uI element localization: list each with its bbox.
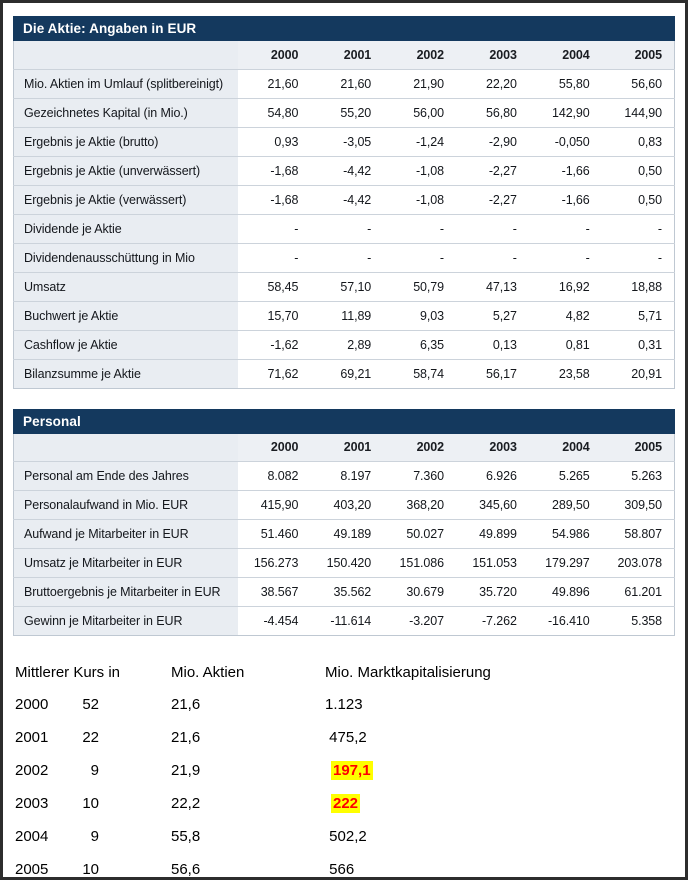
table-cell: 49.899 — [456, 520, 529, 549]
table-row — [14, 272, 675, 301]
row-label: Buchwert je Aktie — [14, 301, 238, 330]
table-cell: -1,66 — [529, 185, 602, 214]
marktkap-cell — [325, 696, 675, 713]
table-row — [14, 578, 675, 607]
table-row — [14, 127, 675, 156]
table-row — [14, 243, 675, 272]
row-label: Dividende je Aktie — [14, 214, 238, 243]
table-cell: 151.086 — [383, 549, 456, 578]
table-cell: 156.273 — [238, 549, 311, 578]
table-cell: 0,81 — [529, 330, 602, 359]
table-cell: -11.614 — [310, 607, 383, 636]
kurs-header-mio-aktien: Mio. Aktien — [171, 663, 245, 681]
table-cell: -1,66 — [529, 156, 602, 185]
table-cell: - — [310, 214, 383, 243]
year-header: 2004 — [529, 434, 602, 462]
row-label: Umsatz — [14, 272, 238, 301]
table-cell: 0,93 — [238, 127, 311, 156]
table-cell: 11,89 — [310, 301, 383, 330]
table-cell: -7.262 — [456, 607, 529, 636]
year-header-row — [14, 434, 675, 462]
table-cell: 58,45 — [238, 272, 311, 301]
table-cell: -1,68 — [238, 185, 311, 214]
table-cell: 21,60 — [238, 69, 311, 98]
table-cell: 23,58 — [529, 359, 602, 388]
marktkap-value: 566 — [325, 861, 355, 878]
table-cell: 4,82 — [529, 301, 602, 330]
row-label: Gezeichnetes Kapital (in Mio.) — [14, 98, 238, 127]
table-row — [14, 98, 675, 127]
table-cell: 50,79 — [383, 272, 456, 301]
table-cell: 5.358 — [602, 607, 675, 636]
table-cell: 49.189 — [310, 520, 383, 549]
table-cell: 15,70 — [238, 301, 311, 330]
table-cell: 56,17 — [456, 359, 529, 388]
table-cell: 58.807 — [602, 520, 675, 549]
kurs-rows — [15, 688, 675, 880]
table-cell: 49.896 — [529, 578, 602, 607]
kurs-section — [13, 656, 675, 880]
aktien-value: 21,6 — [171, 696, 201, 713]
data-table — [13, 434, 675, 637]
kurs-header-mittlerer-kurs: Mittlerer Kurs in — [15, 663, 121, 681]
table-cell: 35.562 — [310, 578, 383, 607]
table-cell: 150.420 — [310, 549, 383, 578]
marktkap-value: 1.123 — [325, 696, 363, 713]
kurs-row — [15, 754, 675, 787]
table-cell: -1,08 — [383, 185, 456, 214]
table-cell: - — [383, 214, 456, 243]
year-header: 2003 — [456, 41, 529, 69]
row-label: Mio. Aktien im Umlauf (splitbereinigt) — [14, 69, 238, 98]
kurs-year: 2003 — [15, 795, 49, 812]
table-row — [14, 462, 675, 491]
kurs-year: 2004 — [15, 828, 49, 845]
table-row — [14, 301, 675, 330]
table-cell: 38.567 — [238, 578, 311, 607]
table-cell: 8.082 — [238, 462, 311, 491]
table-cell: - — [529, 243, 602, 272]
table-cell: 0,31 — [602, 330, 675, 359]
table-cell: - — [456, 243, 529, 272]
aktien-value: 22,2 — [171, 795, 201, 812]
table-cell: 0,13 — [456, 330, 529, 359]
table-cell: 35.720 — [456, 578, 529, 607]
aktien-value: 21,6 — [171, 729, 201, 746]
table-row — [14, 359, 675, 388]
table-row — [14, 491, 675, 520]
marktkap-cell — [325, 729, 675, 746]
kurs-year: 2000 — [15, 696, 49, 713]
row-label: Aufwand je Mitarbeiter in EUR — [14, 520, 238, 549]
table-row — [14, 330, 675, 359]
marktkap-cell — [325, 795, 675, 812]
table-cell: -2,27 — [456, 185, 529, 214]
aktien-value: 55,8 — [171, 828, 201, 845]
year-header: 2000 — [238, 41, 311, 69]
table-cell: 415,90 — [238, 491, 311, 520]
year-header: 2001 — [310, 41, 383, 69]
marktkap-cell — [325, 762, 675, 779]
table-cell: 50.027 — [383, 520, 456, 549]
row-label: Dividendenausschüttung in Mio — [14, 243, 238, 272]
table-cell: 56,00 — [383, 98, 456, 127]
row-label: Umsatz je Mitarbeiter in EUR — [14, 549, 238, 578]
table-cell: 179.297 — [529, 549, 602, 578]
marktkap-value: 502,2 — [325, 828, 367, 845]
year-header: 2005 — [602, 41, 675, 69]
table-cell: 21,60 — [310, 69, 383, 98]
table-cell: - — [238, 214, 311, 243]
table-cell: 5,71 — [602, 301, 675, 330]
table-cell: 58,74 — [383, 359, 456, 388]
year-header-spacer — [14, 434, 238, 462]
kurs-header-row — [15, 656, 675, 688]
table-cell: 18,88 — [602, 272, 675, 301]
table-row — [14, 214, 675, 243]
table-cell: 30.679 — [383, 578, 456, 607]
table-cell: 21,90 — [383, 69, 456, 98]
table-cell: 71,62 — [238, 359, 311, 388]
aktien-value: 56,6 — [171, 861, 201, 878]
data-table — [13, 41, 675, 389]
table-cell: 0,83 — [602, 127, 675, 156]
aktien-value: 21,9 — [171, 762, 201, 779]
table-cell: -1,08 — [383, 156, 456, 185]
year-header: 2003 — [456, 434, 529, 462]
table-cell: 57,10 — [310, 272, 383, 301]
table-cell: 7.360 — [383, 462, 456, 491]
kurs-value: 10 — [82, 795, 99, 812]
year-header: 2005 — [602, 434, 675, 462]
table-cell: 54.986 — [529, 520, 602, 549]
marktkap-cell — [325, 861, 675, 878]
table-cell: 56,80 — [456, 98, 529, 127]
row-label: Bruttoergebnis je Mitarbeiter in EUR — [14, 578, 238, 607]
table-cell: 6,35 — [383, 330, 456, 359]
year-header: 2001 — [310, 434, 383, 462]
table-cell: -3,05 — [310, 127, 383, 156]
section-header: Personal — [13, 409, 675, 434]
table-cell: -4.454 — [238, 607, 311, 636]
table-cell: -4,42 — [310, 185, 383, 214]
table-cell: - — [238, 243, 311, 272]
year-header: 2002 — [383, 434, 456, 462]
table-cell: 56,60 — [602, 69, 675, 98]
table-cell: 61.201 — [602, 578, 675, 607]
table-cell: - — [383, 243, 456, 272]
table-row — [14, 69, 675, 98]
table-cell: 5,27 — [456, 301, 529, 330]
row-label: Personal am Ende des Jahres — [14, 462, 238, 491]
marktkap-cell — [325, 828, 675, 845]
table-cell: 47,13 — [456, 272, 529, 301]
table-cell: 151.053 — [456, 549, 529, 578]
kurs-year: 2002 — [15, 762, 49, 779]
table-row — [14, 156, 675, 185]
kurs-value: 52 — [82, 696, 99, 713]
kurs-row — [15, 688, 675, 721]
row-label: Bilanzsumme je Aktie — [14, 359, 238, 388]
table-cell: 22,20 — [456, 69, 529, 98]
year-header: 2004 — [529, 41, 602, 69]
table-cell: 203.078 — [602, 549, 675, 578]
table-cell: -2,90 — [456, 127, 529, 156]
marktkap-value: 475,2 — [325, 729, 367, 746]
year-header: 2002 — [383, 41, 456, 69]
table-cell: -2,27 — [456, 156, 529, 185]
kurs-row — [15, 721, 675, 754]
marktkap-value-highlighted: 222 — [333, 795, 359, 812]
table-cell: 69,21 — [310, 359, 383, 388]
row-label: Ergebnis je Aktie (verwässert) — [14, 185, 238, 214]
table-cell: 5.263 — [602, 462, 675, 491]
table-cell: -0,050 — [529, 127, 602, 156]
table-cell: 5.265 — [529, 462, 602, 491]
year-header-row — [14, 41, 675, 69]
table-row — [14, 185, 675, 214]
aktie-table-section — [13, 16, 675, 389]
row-label: Gewinn je Mitarbeiter in EUR — [14, 607, 238, 636]
row-label: Cashflow je Aktie — [14, 330, 238, 359]
table-row — [14, 549, 675, 578]
table-cell: 0,50 — [602, 185, 675, 214]
table-cell: -1,68 — [238, 156, 311, 185]
kurs-row — [15, 853, 675, 880]
table-cell: 54,80 — [238, 98, 311, 127]
table-cell: -4,42 — [310, 156, 383, 185]
table-cell: 6.926 — [456, 462, 529, 491]
row-label: Personalaufwand in Mio. EUR — [14, 491, 238, 520]
table-cell: 8.197 — [310, 462, 383, 491]
table-cell: 142,90 — [529, 98, 602, 127]
table-cell: 403,20 — [310, 491, 383, 520]
kurs-year: 2005 — [15, 861, 49, 878]
table-cell: -3.207 — [383, 607, 456, 636]
table-cell: 9,03 — [383, 301, 456, 330]
year-header-spacer — [14, 41, 238, 69]
table-cell: - — [602, 214, 675, 243]
table-cell: -1,24 — [383, 127, 456, 156]
table-cell: 368,20 — [383, 491, 456, 520]
year-header: 2000 — [238, 434, 311, 462]
table-cell: 20,91 — [602, 359, 675, 388]
table-cell: 309,50 — [602, 491, 675, 520]
table-cell: 289,50 — [529, 491, 602, 520]
kurs-value: 9 — [90, 762, 99, 779]
table-cell: - — [310, 243, 383, 272]
personal-table-section — [13, 409, 675, 637]
table-cell: - — [456, 214, 529, 243]
table-cell: 0,50 — [602, 156, 675, 185]
table-cell: 16,92 — [529, 272, 602, 301]
section-header: Die Aktie: Angaben in EUR — [13, 16, 675, 41]
table-cell: 2,89 — [310, 330, 383, 359]
table-cell: -16.410 — [529, 607, 602, 636]
row-label: Ergebnis je Aktie (brutto) — [14, 127, 238, 156]
table-cell: 345,60 — [456, 491, 529, 520]
kurs-row — [15, 787, 675, 820]
table-cell: 55,80 — [529, 69, 602, 98]
kurs-value: 9 — [90, 828, 99, 845]
row-label: Ergebnis je Aktie (unverwässert) — [14, 156, 238, 185]
kurs-row — [15, 820, 675, 853]
marktkap-value-highlighted: 197,1 — [333, 762, 371, 779]
kurs-value: 22 — [82, 729, 99, 746]
kurs-header-marktkapitalisierung: Mio. Marktkapitalisierung — [325, 663, 491, 681]
kurs-year: 2001 — [15, 729, 49, 746]
table-cell: 51.460 — [238, 520, 311, 549]
table-row — [14, 607, 675, 636]
kurs-value: 10 — [82, 861, 99, 878]
table-cell: -1,62 — [238, 330, 311, 359]
table-row — [14, 520, 675, 549]
table-cell: 55,20 — [310, 98, 383, 127]
table-cell: - — [602, 243, 675, 272]
table-cell: 144,90 — [602, 98, 675, 127]
table-cell: - — [529, 214, 602, 243]
